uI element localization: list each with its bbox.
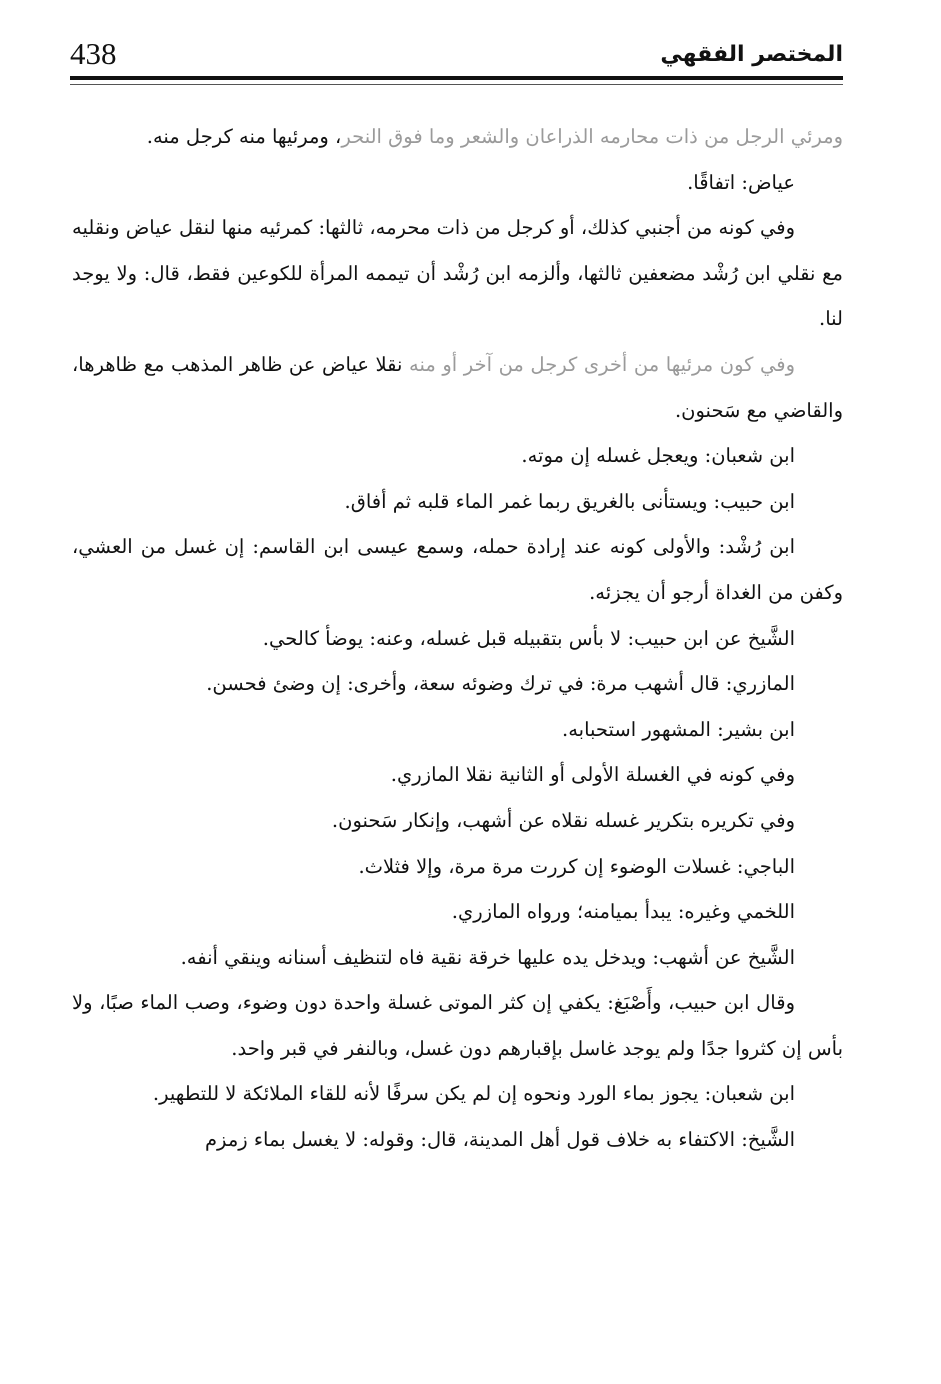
paragraph	[72, 433, 843, 479]
body-text	[72, 114, 843, 1163]
paragraph	[72, 889, 843, 935]
paragraph	[72, 479, 843, 525]
paragraph	[72, 707, 843, 753]
paragraph	[72, 524, 843, 615]
paragraph	[72, 935, 843, 981]
paragraph-text: الشَّيخ: الاكتفاء به خلاف قول أهل المدينة، قال: وقوله: لا يغسل بماء زمزم	[204, 1128, 795, 1152]
paragraph-text: نقلا عياض عن ظاهر المذهب مع ظاهرها، والقاضي مع سَحنون.	[72, 352, 843, 422]
paragraph-text: ابن رُشْد: والأولى كونه عند إرادة حمله، وسمع عيسى ابن القاسم: إن غسل من العشي، وكفن من الغداة أرجو أن يجزئه.	[72, 535, 843, 604]
paragraph-text: اللخمي وغيره: يبدأ بميامنه؛ ورواه المازري.	[451, 900, 795, 924]
header-rule-thick	[70, 76, 843, 80]
page-number: 438	[70, 36, 117, 71]
paragraph-text: ابن شعبان: يجوز بماء الورد ونحوه إن لم يكن سرفًا لأنه للقاء الملائكة لا للتطهير.	[152, 1082, 795, 1106]
paragraph	[72, 205, 843, 342]
paragraph-text: وقال ابن حبيب، وأَصْبَغ: يكفي إن كثر الموتى غسلة واحدة دون وضوء، وصب الماء صبًا، ولا بأس إن كثروا جدًا ولم يوجد غاسل بإقبارهم دون غسل، وبالنفر في قبر واحد.	[72, 991, 843, 1060]
paragraph	[72, 160, 843, 206]
paragraph-text: ابن شعبان: ويعجل غسله إن موته.	[521, 444, 795, 468]
running-title: المختصر الفقهي	[660, 42, 843, 67]
paragraph	[72, 342, 843, 433]
paragraph	[72, 1071, 843, 1117]
paragraph-text: الباجي: غسلات الوضوء إن كررت مرة مرة، وإلا فثلاث.	[358, 854, 795, 878]
paragraph	[72, 114, 843, 160]
paragraph-text: ، ومرئيها منه كرجل منه.	[146, 125, 342, 148]
header-rule-thin	[70, 84, 843, 85]
paragraph-text: المازري: قال أشهب مرة: في ترك وضوئه سعة، وأخرى: إن وضئ فحسن.	[206, 672, 795, 696]
paragraph	[72, 616, 843, 662]
paragraph	[72, 1117, 843, 1163]
paragraph	[72, 844, 843, 890]
paragraph	[72, 752, 843, 798]
paragraph-text: الشَّيخ عن ابن حبيب: لا بأس بتقبيله قبل غسله، وعنه: يوضأ كالحي.	[262, 626, 795, 650]
paragraph-text: ابن بشير: المشهور استحبابه.	[562, 717, 795, 741]
paragraph	[72, 661, 843, 707]
faded-text: وفي كون مرئيها من أخرى كرجل من آخر أو منه	[409, 352, 795, 376]
paragraph-text: وفي كونه في الغسلة الأولى أو الثانية نقلا المازري.	[390, 763, 795, 787]
paragraph-text: ابن حبيب: ويستأنى بالغريق ربما غمر الماء قلبه ثم أفاق.	[344, 489, 795, 513]
paragraph-text: الشَّيخ عن أشهب: ويدخل يده عليها خرقة نقية فاه لتنظيف أسنانه وينقي أنفه.	[180, 945, 795, 969]
faded-text: ومرئي الرجل من ذات محارمه الذراعان والشعر وما فوق النحر	[341, 125, 843, 148]
paragraph	[72, 798, 843, 844]
paragraph	[72, 980, 843, 1071]
paragraph-text: عياض: اتفاقًا.	[687, 170, 795, 194]
paragraph-text: وفي كونه من أجنبي كذلك، أو كرجل من ذات محرمه، ثالثها: كمرئيه منها لنقل عياض ونقليه مع نقلي ابن رُشْد مضعفين ثالثها، وألزمه ابن رُشْد أن تيممه المرأة للكوعين فقط، قال: ولا يوجد لنا.	[72, 216, 843, 331]
paragraph-text: وفي تكريره بتكرير غسله نقلاه عن أشهب، وإنكار سَحنون.	[331, 808, 795, 832]
